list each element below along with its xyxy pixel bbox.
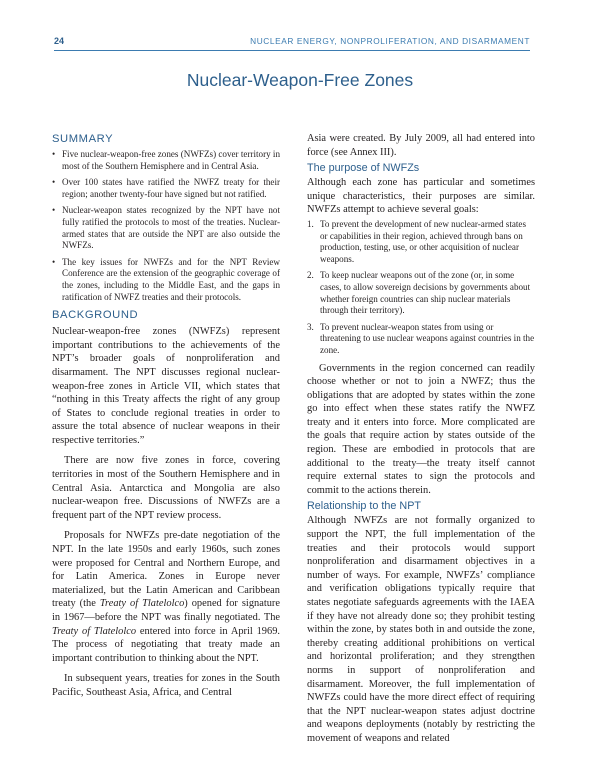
purpose-paragraph: Although each zone has particular and sometimes unique characteristics, their purposes are similar. NWFZs attempt to achieve several goals: <box>307 177 535 216</box>
bullet: • <box>52 149 56 159</box>
page-title: Nuclear-Weapon-Free Zones <box>186 70 414 90</box>
background-paragraph-4: In subsequent years, treaties for zones in the South Pacific, Southeast Asia, Africa, and Central <box>52 673 280 698</box>
running-header <box>54 36 530 51</box>
running-title: NUCLEAR ENERGY, NONPROLIFERATION, AND DISARMAMENT <box>250 36 530 46</box>
goals-list <box>307 219 535 357</box>
left-column <box>52 132 280 700</box>
summary-list <box>52 149 280 303</box>
right-column <box>307 132 535 746</box>
bullet: • <box>52 205 56 216</box>
background-paragraph-1: Nuclear-weapon-free zones (NWFZs) represent important contributions to the achievements of the NPT’s broader goals of nonproliferation and disarmament. The NPT discusses regional nuclear-weapon-free zones in Article VII, which states that “nothing in this Treaty affects the right of any group of States to conclude regional treaties in order to assure the total absence of nuclear weapons in their respective territories.” <box>52 326 280 446</box>
goal-item: 1. To prevent the development of new nuclear-armed states or capabilities in their region, achieved through bans on production, testing, use, or other acquisition of nuclear weapons. <box>307 218 526 264</box>
treaty-name: Treaty of Tlatelolco <box>99 598 185 610</box>
goal-item: 2. To keep nuclear weapons out of the zone (or, in some cases, to allow sovereign decisions by governments about whether foreign countries can ship nuclear materials through their territory). <box>307 270 531 316</box>
governments-paragraph: Governments in the region concerned can readily choose whether or not to join a NWFZ; thus the obligations that are adopted by states within the zone go into effect when these states ratify the NWFZ treaty and it enters into force. More complicated are the goals that require action by states outside of the region. These are embodied in protocols that are additional to the treaty—the treaty itself cannot require external states to sign the protocols and commit to the actions therein. <box>307 362 535 496</box>
page-number: 24 <box>54 36 65 46</box>
treaty-name: Treaty of Tlatelolco <box>52 625 137 637</box>
bullet: • <box>52 177 56 188</box>
relationship-paragraph: Although NWFZs are not formally organized to support the NPT, the full implementation of the treaties and their protocols would support nonproliferation and disarmament objectives in a number of ways. For example, NWFZs’ compliance and verification obligations typically require that states negotiate safeguards agreements with the IAEA if they have not already done so; they prohibit testing within the zone, by states both in and outside the zone, thereby creating additional prohibitions on vertical and horizontal proliferation; and they strengthen norms in support of nonproliferation and disarmament. Moreover, the full implementation of NWFZs could have the more direct effect of requiring that the NPT nuclear-weapon states adjust doctrine and weapons deployments (notably by restricting the movement of weapons and related <box>307 515 535 744</box>
background-heading: BACKGROUND <box>52 309 139 322</box>
summary-heading: SUMMARY <box>52 133 114 145</box>
background-paragraph-3: Proposals for NWFZs pre-date negotiation of the NPT. In the late 1950s and early 1960s, such zones were proposed for Central and Northern Europe, and for Latin America. Zones in Europe never materialized, but the Latin American and Caribbean treaty (the Treaty of Tlatelolco) opened for signature in 1967—before the NPT was finally negotiated. The Treaty of Tlatelolco entered into force in April 1969. The process of negotiating that treaty made an important contribution to thinking about the NPT. <box>52 530 280 664</box>
bullet: • <box>52 256 56 267</box>
purpose-heading: The purpose of NWFZs <box>307 162 420 175</box>
summary-item: • Over 100 states have ratified the NWFZ treaty for their region; another twenty-four have signed but not ratified. <box>52 177 280 199</box>
background-paragraph-2: There are now five zones in force, covering territories in most of the Southern Hemisphere and in Central Asia. Antarctica and Mongolia are also nuclear-weapon free. Discussions of NWFZs are a frequent part of the NPT review process. <box>52 455 280 521</box>
summary-item: • Five nuclear-weapon-free zones (NWFZs) cover territory in most of the Southern Hemisphere and in Central Asia. <box>52 149 280 171</box>
summary-item: • The key issues for NWFZs and for the NPT Review Conference are the extension of the geographic coverage of the zones, including to the Middle East, and the gaps in ratification of NWFZ treaties and their protocols. <box>52 256 280 302</box>
summary-item: • Nuclear-weapon states recognized by the NPT have not fully ratified the protocols to most of the treaties. Nuclear-armed states that are outside the NPT are also outside the NWFZs. <box>52 205 280 251</box>
relationship-heading: Relationship to the NPT <box>307 500 422 513</box>
continued-paragraph: Asia were created. By July 2009, all had entered into force (see Annex III). <box>307 133 535 158</box>
goal-item: 3. To prevent nuclear-weapon states from using or threatening to use nuclear weapons against countries in the zone. <box>307 321 535 355</box>
